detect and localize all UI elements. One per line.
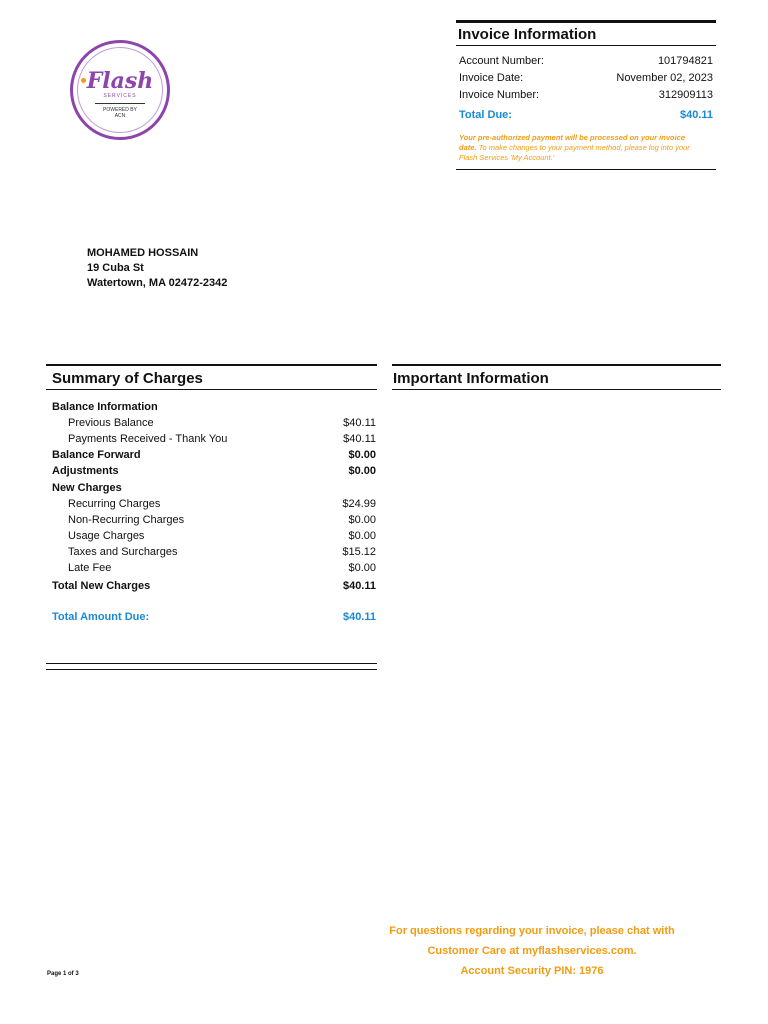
invoice-information-box xyxy=(456,20,716,170)
new-charges-label: New Charges xyxy=(52,482,122,494)
logo-dot xyxy=(81,78,86,83)
late-fee-row xyxy=(46,560,377,576)
total-amount-due-value: $40.11 xyxy=(342,611,376,623)
logo-powered-label: POWERED BY xyxy=(103,106,137,113)
logo-wordmark xyxy=(86,67,154,94)
summary-title: Summary of Charges xyxy=(46,364,377,390)
total-new-charges-label: Total New Charges xyxy=(52,580,151,592)
logo-powered-name: ACN xyxy=(114,112,126,119)
account-number-label: Account Number: xyxy=(459,55,544,67)
previous-balance-label: Previous Balance xyxy=(68,417,154,429)
important-information-title: Important Information xyxy=(392,364,721,390)
invoice-number-label: Invoice Number: xyxy=(459,89,540,101)
payments-received-label: Payments Received - Thank You xyxy=(68,433,228,445)
usage-charges-value: $0.00 xyxy=(348,530,376,542)
summary-rows xyxy=(46,399,377,625)
total-amount-due-row xyxy=(46,609,377,625)
invoice-date-label: Invoice Date: xyxy=(459,72,524,84)
summary-of-charges xyxy=(46,364,377,625)
invoice-date-row xyxy=(456,70,716,87)
invoice-date-value: November 02, 2023 xyxy=(616,72,713,84)
balance-information-heading xyxy=(46,399,377,415)
taxes-surcharges-value: $15.12 xyxy=(342,546,376,558)
page-number: Page 1 of 3 xyxy=(47,971,79,977)
invoice-information-title: Invoice Information xyxy=(456,20,716,46)
balance-forward-label: Balance Forward xyxy=(52,449,141,461)
invoice-number-row xyxy=(456,87,716,104)
previous-balance-row xyxy=(46,415,377,431)
customer-name: MOHAMED HOSSAIN xyxy=(87,247,199,259)
total-new-charges-row xyxy=(46,578,377,594)
balance-forward-value: $0.00 xyxy=(348,449,376,461)
account-number-value: 101794821 xyxy=(657,55,713,67)
recurring-charges-label: Recurring Charges xyxy=(68,498,161,510)
footer-line-2: Customer Care at myflashservices.com. xyxy=(427,945,637,957)
taxes-surcharges-row xyxy=(46,544,377,560)
usage-charges-label: Usage Charges xyxy=(68,530,145,542)
payment-note-bold: Your pre-authorized payment will be processed on your invoice date. xyxy=(459,133,686,152)
footer-line-1: For questions regarding your invoice, please chat with xyxy=(389,925,675,937)
invoice-number-value: 312909113 xyxy=(658,89,713,101)
payment-note-rest: To make changes to your payment method, please log into your Flash Services 'My Account.' xyxy=(459,143,690,162)
non-recurring-charges-row xyxy=(46,512,377,528)
footer-line-3: Account Security PIN: 1976 xyxy=(460,965,604,977)
recurring-charges-value: $24.99 xyxy=(342,498,376,510)
payments-received-row xyxy=(46,431,377,447)
late-fee-label: Late Fee xyxy=(68,562,112,574)
customer-street: 19 Cuba St xyxy=(87,262,144,274)
balance-information-label: Balance Information xyxy=(52,401,158,413)
customer-care-footer xyxy=(346,921,718,981)
previous-balance-value: $40.11 xyxy=(343,417,376,429)
flash-services-logo xyxy=(70,40,170,140)
account-number-row xyxy=(456,53,716,70)
total-due-label: Total Due: xyxy=(459,109,512,121)
non-recurring-charges-label: Non-Recurring Charges xyxy=(68,514,185,526)
adjustments-label: Adjustments xyxy=(52,465,119,477)
non-recurring-charges-value: $0.00 xyxy=(348,514,376,526)
total-amount-due-label: Total Amount Due: xyxy=(52,611,150,623)
invoice-information-rows xyxy=(456,53,716,124)
customer-city: Watertown, MA 02472-2342 xyxy=(87,277,228,289)
total-new-charges-value: $40.11 xyxy=(342,580,376,592)
payment-note xyxy=(456,127,696,169)
payment-note-container xyxy=(456,127,716,170)
important-information xyxy=(392,364,721,390)
recurring-charges-row xyxy=(46,496,377,512)
new-charges-heading xyxy=(46,480,377,496)
customer-address xyxy=(87,246,227,291)
total-due-value: $40.11 xyxy=(679,109,713,121)
taxes-surcharges-label: Taxes and Surcharges xyxy=(68,546,178,558)
total-due-row xyxy=(456,107,716,124)
payments-received-value: $40.11 xyxy=(343,433,376,445)
usage-charges-row xyxy=(46,528,377,544)
adjustments-row xyxy=(46,463,377,479)
logo-sub: SERVICES xyxy=(103,92,137,99)
late-fee-value: $0.00 xyxy=(348,562,376,574)
adjustments-value: $0.00 xyxy=(348,465,376,477)
balance-forward-row xyxy=(46,447,377,463)
logo-word: Flash xyxy=(86,67,154,94)
summary-double-rule xyxy=(46,663,377,670)
